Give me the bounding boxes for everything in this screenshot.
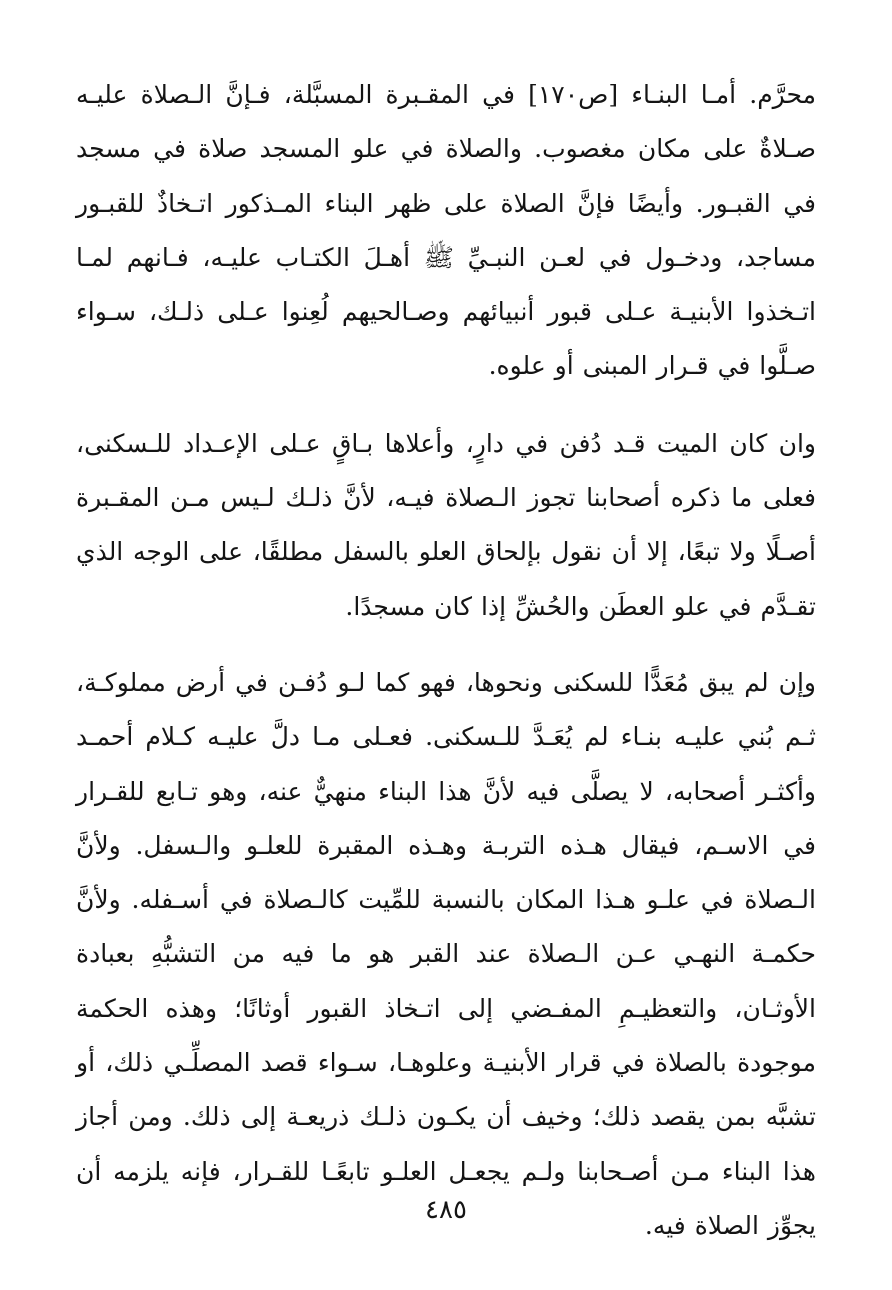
paragraph-3: وإن لم يبق مُعَدًّا للسكنى ونحوها، فهو كما لـو دُفـن في أرض مملوكـة، ثـم بُني عليـه بنـاء لم يُعَـدَّ للـسكنى. فعـلى مـا دلَّ عليـه كـلام أحمـد وأكثـر أصحابه، لا يصلَّى فيه لأنَّ هذا البناء منهيٌّ عنه، وهو تـابع للقـرار في الاسـم، فيقال هـذه التربـة وهـذه المقبرة للعلـو والـسفل. ولأنَّ الـصلاة في علـو هـذا المكان بالنسبة للمِّيت كالـصلاة في أسـفله. ولأنَّ حكمـة النهـي عـن الـصلاة عند القبر هو ما فيه من التشبُّهِ بعبادة الأوثـان، والتعظيـمِ المفـضي إلى اتـخاذ القبور أوثانًا؛ وهذه الحكمة موجودة بالصلاة في قرار الأبنيـة وعلوهـا، سـواء قصد المصلِّـي ذلك، أو تشبَّه بمن يقصد ذلك؛ وخيف أن يكـون ذلـك ذريعـة إلى ذلك. ومن أجاز هذا البناء مـن أصـحابنا ولـم يجعـل العلـو تابعًـا للقـرار، فإنه يلزمه أن يجوِّز الصلاة فيه. — [76, 667, 816, 1240]
paragraph-2: وان كان الميت قـد دُفن في دارٍ، وأعلاها بـاقٍ عـلى الإعـداد للـسكنى، فعلى ما ذكره أصحابنا تجوز الـصلاة فيـه، لأنَّ ذلـك لـيس مـن المقـبرة أصـلًا ولا تبعًا، إلا أن نقول بإلحاق العلو بالسفل مطلقًا، على الوجه الذي تقـدَّم في علو العطَن والحُشِّ إذا كان مسجدًا. — [76, 428, 816, 621]
paragraph-1: محرَّم. أمـا البنـاء [ص١٧٠] في المقـبرة المسبَّلة، فـإنَّ الـصلاة عليـه صـلاةٌ على مكان مغصوب. والصلاة في علو المسجد صلاة في مسجد في القبـور. وأيضًا فإنَّ الصلاة على ظهر البناء المـذكور اتـخاذٌ للقبـور مساجد، ودخـول في لعـن النبـيِّ ﷺ أهـلَ الكتـاب عليـه، فـانهم لمـا اتـخذوا الأبنيـة عـلى قبور أنبيائهم وصـالحيهم لُعِنوا عـلى ذلـك، سـواء صـلَّوا في قـرار المبنى أو علوه. — [76, 80, 816, 381]
page-number: ٤٨٥ — [425, 1195, 467, 1225]
